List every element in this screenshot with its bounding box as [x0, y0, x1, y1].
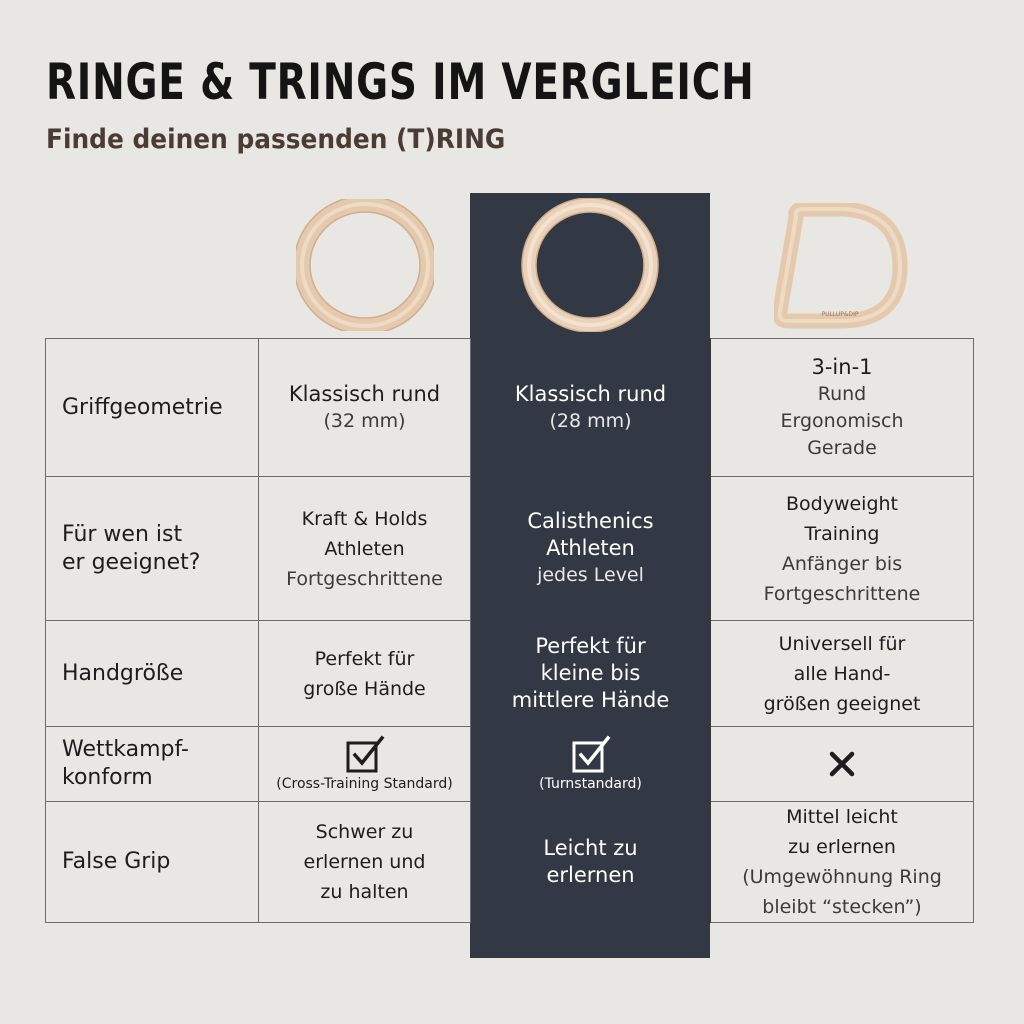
table-row-handgroesse: [46, 621, 974, 727]
x-icon: [829, 751, 855, 777]
cell-ring-32mm: Klassisch rund (32 mm): [259, 339, 471, 477]
tring-logo-text: PULLUP&DIP: [821, 311, 859, 318]
row-label: Wettkampf- konform: [46, 727, 259, 802]
cell-tring: Bodyweight Training Anfänger bis Fortgeschrittene: [711, 477, 974, 621]
comparison-table: [45, 338, 974, 923]
cell-ring-28mm: Leicht zu erlernen: [471, 802, 711, 923]
row-label: Griffgeometrie: [46, 339, 259, 477]
cell-ring-28mm: Perfekt für kleine bis mittlere Hände: [471, 621, 711, 727]
cell-ring-32mm: (Cross-Training Standard): [259, 727, 471, 802]
cell-ring-28mm: Klassisch rund (28 mm): [471, 339, 711, 477]
cell-tring: [711, 727, 974, 802]
cell-tring: Universell für alle Hand- größen geeignet: [711, 621, 974, 727]
row-label: False Grip: [46, 802, 259, 923]
cell-tring: Mittel leicht zu erlernen (Umgewöhnung Ring bleibt “stecken”): [711, 802, 974, 923]
wooden-d-tring-image: [774, 203, 908, 329]
cell-ring-32mm: Perfekt für große Hände: [259, 621, 471, 727]
wooden-ring-32mm-image: [296, 199, 434, 331]
wooden-ring-28mm-image: [521, 198, 659, 332]
cell-ring-28mm: (Turnstandard): [471, 727, 711, 802]
checkbox-checked-icon: [345, 735, 385, 775]
cell-ring-32mm: Schwer zu erlernen und zu halten: [259, 802, 471, 923]
page-title: RINGE & TRINGS IM VERGLEICH: [46, 53, 755, 111]
table-row-fuer-wen: [46, 477, 974, 621]
cell-ring-28mm: Calisthenics Athleten jedes Level: [471, 477, 711, 621]
row-label: Handgröße: [46, 621, 259, 727]
row-label: Für wen ist er geeignet?: [46, 477, 259, 621]
page-subtitle: Finde deinen passenden (T)RING: [46, 124, 506, 155]
table-row-wettkampf: [46, 727, 974, 802]
table-row-false-grip: [46, 802, 974, 923]
cell-tring: 3-in-1 Rund Ergonomisch Gerade: [711, 339, 974, 477]
cell-ring-32mm: Kraft & Holds Athleten Fortgeschrittene: [259, 477, 471, 621]
checkbox-checked-icon: [571, 735, 611, 775]
table-row-griffgeometrie: [46, 339, 974, 477]
